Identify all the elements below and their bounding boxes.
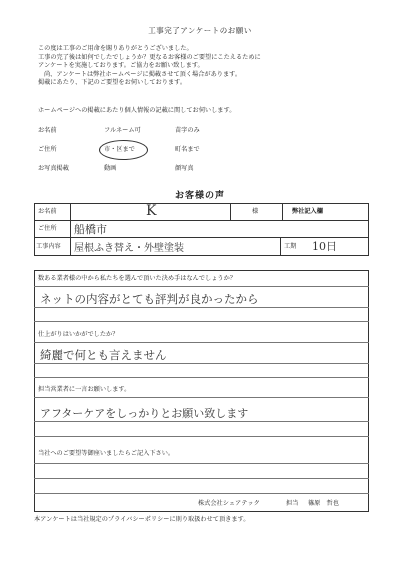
rep-label: 担当 xyxy=(286,500,299,507)
company-name: 株式会社シェアテック xyxy=(198,500,260,507)
period-label: 工期 xyxy=(284,243,297,250)
intro-line: 尚、アンケートは弊社ホームページに掲載させて頂く場合があります。 xyxy=(44,70,242,78)
intro-line: 掲載にあたり、下記のご要望をお伺いしております。 xyxy=(38,79,187,87)
question-2: 仕上がりはいかがでしたか？ xyxy=(38,331,119,338)
work-content-label: 工事内容 xyxy=(36,243,61,250)
work-content-value: 屋根ふき替え・外壁塗装 xyxy=(74,243,184,254)
customer-address-label: ご住所 xyxy=(38,225,57,232)
intro-line: この度は工事のご用命を賜りありがとうございました。 xyxy=(38,45,193,52)
rep-name: 篠原 哲也 xyxy=(308,500,339,507)
customer-name-label: お名前 xyxy=(38,208,57,215)
option-surname-only[interactable]: 苗字のみ xyxy=(175,127,200,134)
office-use-label: 弊社記入欄 xyxy=(292,208,323,215)
intro-text xyxy=(38,45,261,88)
question-3: 担当営業者に一言お願いします。 xyxy=(38,386,131,393)
answer-1: ネットの内容がとても評判が良かったから xyxy=(40,292,259,306)
selected-option-circle xyxy=(99,140,148,160)
privacy-note: 本アンケートは当社規定のプライバシーポリシーに則り取扱わせて頂きます。 xyxy=(34,516,250,523)
page-title: 工事完了アンケートのお願い xyxy=(148,26,252,35)
question-1: 数ある業者様の中から私たちを選んで頂いた決め手はなんでしょうか？ xyxy=(38,275,236,282)
option-town[interactable]: 町名まで xyxy=(175,146,200,153)
consent-label-name: お名前 xyxy=(38,127,57,134)
option-face-photo[interactable]: 顔写真 xyxy=(175,165,194,172)
answer-3: アフターケアをしっかりとお願い致します xyxy=(40,407,249,420)
sama-label: 様 xyxy=(252,208,259,215)
intro-line: 工事の完了後は如何でしたでしょうか？更なるお客様のご要望にこたえるために xyxy=(38,53,261,61)
answer-2: 綺麗で何とも言えません xyxy=(40,348,167,362)
customer-name-value: K xyxy=(146,203,157,219)
voice-title: お客様の声 xyxy=(174,191,225,201)
option-city-ward[interactable]: 市・区まで xyxy=(104,146,135,153)
option-fullname[interactable]: フルネーム可 xyxy=(104,127,141,134)
question-4: 当社へのご要望等御座いましたらご記入下さい。 xyxy=(38,450,175,457)
customer-address-value: 船橋市 xyxy=(74,223,107,236)
consent-label-photo: お写真掲載 xyxy=(38,165,69,172)
consent-text: ホームページへの掲載にあたり個人情報の記載に関してお伺いします。 xyxy=(38,107,236,114)
intro-line: アンケートを実施しております。ご協力をお願い致します。 xyxy=(38,62,204,70)
consent-label-address: ご住所 xyxy=(38,146,57,153)
option-video[interactable]: 動画 xyxy=(104,165,117,172)
period-value: 10日 xyxy=(312,240,337,253)
